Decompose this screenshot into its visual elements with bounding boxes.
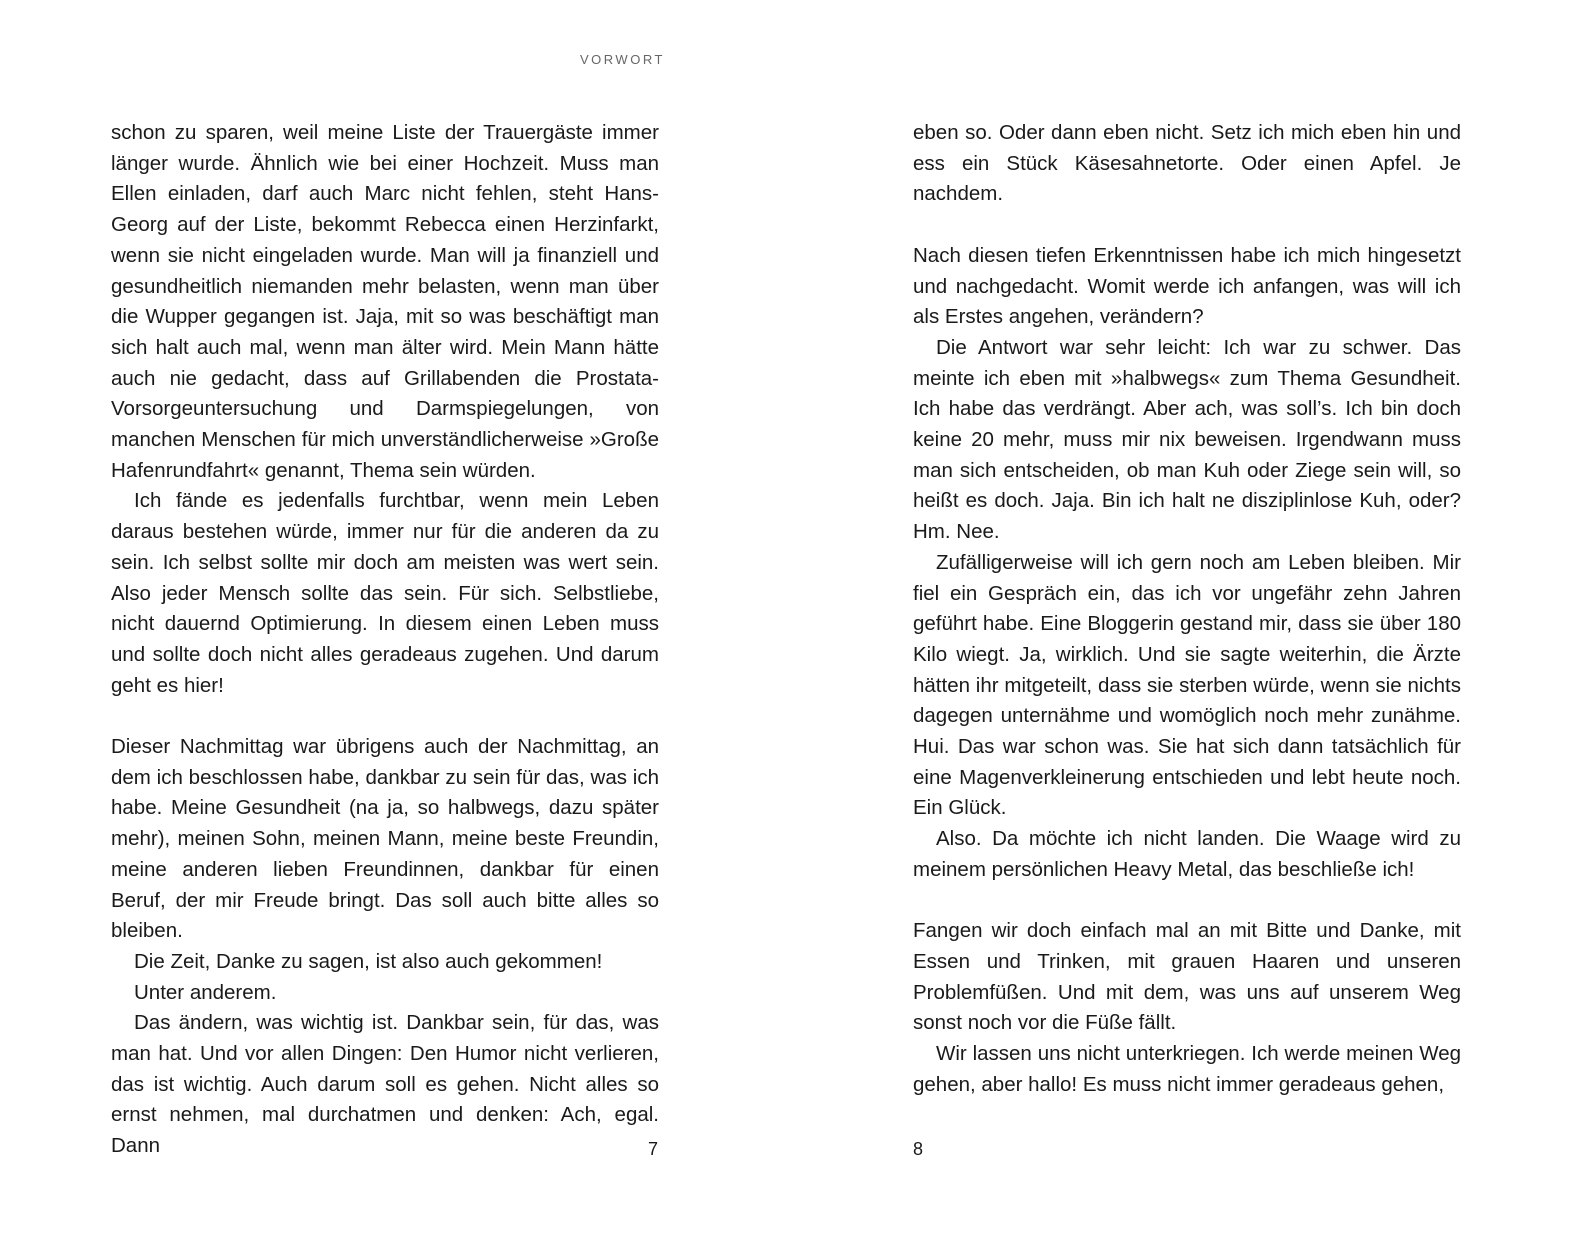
paragraph: Wir lassen uns nicht unterkriegen. Ich werde meinen Weg gehen, aber hallo! Es muss nicht immer geradeaus gehen, [913, 1042, 1461, 1096]
paragraph: Ich fände es jedenfalls furchtbar, wenn mein Leben daraus bestehen würde, immer nur für die anderen da zu sein. Ich selbst sollte mir doch am meisten was wert sein. Also jeder Mensch sollte das sein. Für sich. Selbstliebe, nicht dauernd Optimierung. In diesem einen Leben muss und sollte doch nicht alles geradeaus zugehen. Und darum geht es hier! [111, 489, 659, 697]
paragraph: Fangen wir doch einfach mal an mit Bitte und Danke, mit Essen und Trinken, mit grauen Haaren und unseren Problemfüßen. Und mit dem, was uns auf unserem Weg sonst noch vor die Füße fällt. [913, 919, 1461, 1035]
paragraph: eben so. Oder dann eben nicht. Setz ich mich eben hin und ess ein Stück Käsesahnetorte. Oder einen Apfel. Je nachdem. [913, 121, 1461, 206]
running-head: VORWORT [580, 52, 665, 67]
paragraph: schon zu sparen, weil meine Liste der Trauergäste immer länger wurde. Ähnlich wie bei einer Hochzeit. Muss man Ellen einladen, darf auch Marc nicht fehlen, steht Hans-Georg auf der Liste, bekommt Rebecca einen Herzinfarkt, wenn sie nicht eingeladen wurde. Man will ja finanziell und gesundheitlich niemanden mehr belasten, wenn man über die Wupper gegangen ist. Jaja, mit so was beschäftigt man sich halt auch mal, wenn man älter wird. Mein Mann hätte auch nie gedacht, dass auf Grillabenden die Prostata-Vorsorgeuntersuchung und Darmspiegelungen, von manchen Menschen für mich unverständlicherweise »Große Hafenrundfahrt« genannt, Thema sein würden. [111, 121, 659, 482]
left-page-body [111, 118, 659, 1162]
paragraph: Die Antwort war sehr leicht: Ich war zu schwer. Das meinte ich eben mit »halbwegs« zum Thema Gesundheit. Ich habe das verdrängt. Aber ach, was soll’s. Ich bin doch keine 20 mehr, muss mir nix beweisen. Irgendwann muss man sich entscheiden, ob man Kuh oder Ziege sein will, so heißt es doch. Jaja. Bin ich halt ne disziplinlose Kuh, oder? Hm. Nee. [913, 335, 1461, 544]
paragraph: Zufälligerweise will ich gern noch am Leben bleiben. Mir fiel ein Gespräch ein, das ich vor ungefähr zehn Jahren geführt habe. Eine Bloggerin gestand mir, dass sie über 180 Kilo wiegt. Ja, wirklich. Und sie sagte weiterhin, die Ärzte hätten ihr mitgeteilt, dass sie sterben würde, wenn sie nichts dagegen unternähme und womöglich noch mehr zunähme. Hui. Das war schon was. Sie hat sich dann tatsächlich für eine Magenverkleinerung entschieden und lebt heute noch. Ein Glück. [913, 550, 1461, 820]
paragraph: Das ändern, was wichtig ist. Dankbar sein, für das, was man hat. Und vor allen Dingen: Den Humor nicht verlieren, das ist wichtig. Auch darum soll es gehen. Nicht alles so ernst nehmen, mal durchatmen und denken: Ach, egal. Dann [111, 1011, 659, 1158]
right-page-body [913, 118, 1461, 1100]
page-number-left: 7 [648, 1139, 659, 1159]
paragraph: Die Zeit, Danke zu sagen, ist also auch gekommen! [134, 949, 603, 973]
paragraph: Dieser Nachmittag war übrigens auch der Nachmittag, an dem ich beschlossen habe, dankbar zu sein für das, was ich habe. Meine Gesundheit (na ja, so halbwegs, dazu später mehr), meinen Sohn, meinen Mann, meine beste Freundin, meine anderen lieben Freundinnen, dankbar für einen Beruf, der mir Freude bringt. Das soll auch bitte alles so bleiben. [111, 735, 659, 943]
paragraph: Unter anderem. [134, 980, 277, 1004]
page-number-right: 8 [913, 1139, 924, 1159]
paragraph: Also. Da möchte ich nicht landen. Die Waage wird zu meinem persönlichen Heavy Metal, das beschließe ich! [913, 827, 1461, 881]
paragraph: Nach diesen tiefen Erkenntnissen habe ich mich hingesetzt und nachgedacht. Womit werde ich anfangen, was will ich als Erstes angehen, verändern? [913, 243, 1461, 329]
